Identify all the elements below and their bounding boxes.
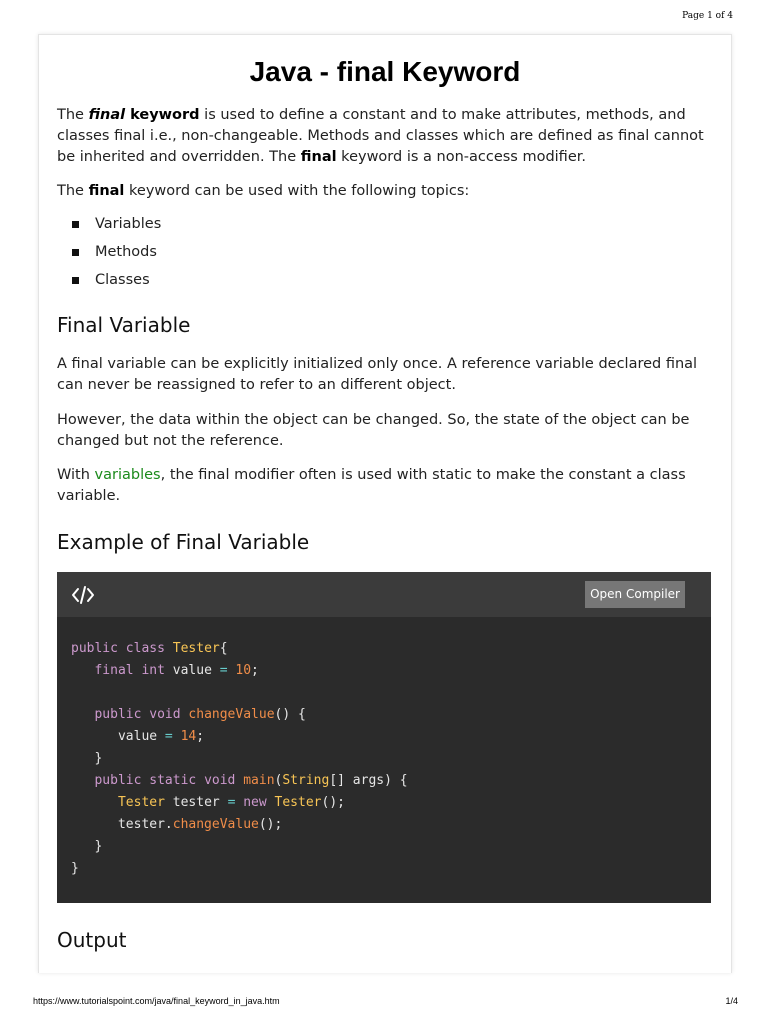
variables-link[interactable]: variables (94, 467, 161, 483)
list-item: Variables (57, 210, 713, 238)
article-card (38, 34, 732, 973)
final-variable-paragraph-3: With variables, the final modifier often is used with static to make the constant a class variable. (57, 467, 686, 504)
bullet-square-icon (72, 221, 79, 228)
page-counter: Page 1 of 4 (682, 11, 733, 21)
code-block (57, 617, 711, 903)
footer-page-number: 1/4 (725, 996, 738, 1006)
code-line: public void changeValue() { (94, 707, 306, 722)
article-content (39, 105, 731, 953)
code-line: Tester tester = new Tester(); (117, 795, 345, 810)
intro-paragraph: The final keyword is used to define a constant and to make attributes, methods, and classes final i.e., non-changeable. Methods and classes which are defined as final cannot be inherited and overridden. The final keyword is a non-access modifier. (57, 107, 704, 165)
code-line: public class Tester{ (71, 641, 228, 656)
code-line: tester.changeValue(); (71, 817, 283, 832)
bullet-square-icon (72, 277, 79, 284)
topics-list (57, 210, 713, 294)
code-line: final int value = 10; (94, 663, 259, 678)
code-example-box (57, 572, 711, 903)
code-line: value = 14; (71, 729, 205, 744)
list-item: Classes (57, 266, 713, 294)
page-title: Java - final Keyword (249, 56, 521, 87)
topics-intro-paragraph: The final keyword can be used with the following topics: (57, 183, 470, 199)
footer-url: https://www.tutorialspoint.com/java/final_keyword_in_java.htm (33, 996, 280, 1006)
code-line: } (71, 751, 103, 766)
open-compiler-button[interactable]: Open Compiler (585, 581, 685, 608)
code-line: } (71, 839, 103, 854)
output-heading: Output (57, 928, 127, 952)
final-emphasis: final (88, 107, 126, 123)
code-toolbar (57, 572, 711, 617)
example-heading: Example of Final Variable (57, 530, 310, 554)
code-brackets-icon (71, 584, 95, 606)
code-line: } (71, 861, 79, 876)
final-variable-paragraph-1: A final variable can be explicitly initialized only once. A reference variable declared final can never be reassigned to refer to an different object. (57, 356, 698, 393)
list-item: Methods (57, 238, 713, 266)
bullet-square-icon (72, 249, 79, 256)
code-line: public static void main(String[] args) { (94, 773, 408, 788)
final-variable-heading: Final Variable (57, 313, 191, 337)
final-variable-paragraph-2: However, the data within the object can be changed. So, the state of the object can be changed but not the reference. (57, 412, 690, 449)
